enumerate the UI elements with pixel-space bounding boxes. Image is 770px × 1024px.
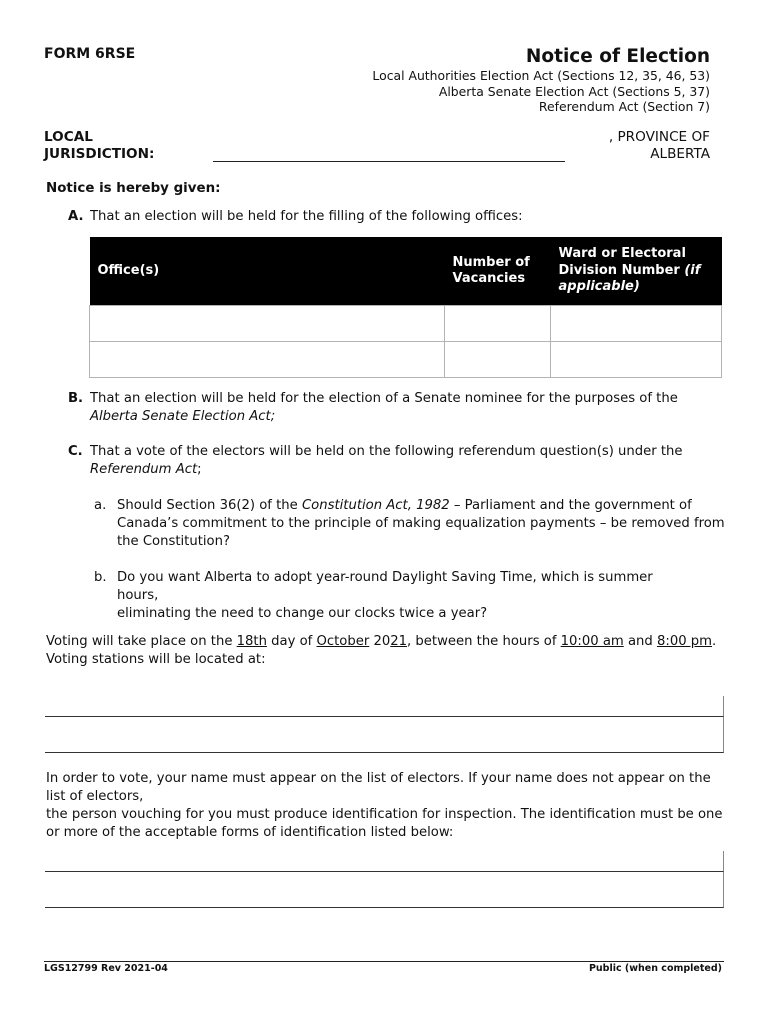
voting-month[interactable]: October bbox=[316, 634, 370, 649]
question-b-text bbox=[117, 569, 694, 623]
voting-date-time bbox=[46, 633, 728, 651]
voting-details bbox=[46, 633, 728, 669]
voting-text: 20 bbox=[369, 634, 391, 649]
identification-line1: In order to vote, your name must appear on the list of electors. If your name does not appear on the list of electors, bbox=[46, 771, 711, 804]
question-a bbox=[94, 497, 729, 551]
province-line1: , PROVINCE OF bbox=[608, 129, 710, 145]
item-c-body: That a vote of the electors will be held on the following referendum question(s) under the bbox=[90, 444, 683, 459]
question-b-line2: eliminating the need to change our clocks twice a year? bbox=[117, 606, 488, 621]
act-reference-2: Alberta Senate Election Act (Sections 5, 37) bbox=[438, 83, 710, 99]
act-reference-3: Referendum Act (Section 7) bbox=[538, 99, 710, 115]
province-label bbox=[609, 129, 710, 163]
voting-year[interactable]: 21 bbox=[390, 634, 408, 649]
col-ward-note: (if applicable) bbox=[558, 262, 701, 295]
item-a bbox=[68, 208, 723, 226]
footer-divider bbox=[44, 961, 724, 962]
voting-text: . bbox=[712, 634, 717, 649]
identification-field-1[interactable] bbox=[45, 851, 724, 872]
col-ward-main: Ward or Electoral Division Number bbox=[558, 246, 686, 278]
voting-text: day of bbox=[266, 634, 317, 649]
ward-cell[interactable] bbox=[551, 342, 722, 378]
voting-stations-label: Voting stations will be located at: bbox=[46, 652, 266, 667]
item-c-label: C. bbox=[68, 444, 83, 459]
title-block bbox=[372, 46, 710, 115]
item-c bbox=[68, 443, 723, 479]
voting-station-field-1[interactable] bbox=[45, 696, 724, 717]
item-a-label: A. bbox=[68, 209, 84, 224]
question-a-label: a. bbox=[94, 498, 107, 513]
voting-text: and bbox=[623, 634, 657, 649]
jurisdiction-label-line2: JURISDICTION: bbox=[44, 146, 155, 162]
act-reference-1: Local Authorities Election Act (Sections 12, 35, 46, 53) bbox=[372, 68, 710, 83]
identification-line2: the person vouching for you must produce identification for inspection. The identification must be one or more of the acceptable forms of identification listed below: bbox=[46, 807, 723, 840]
item-a-text: That an election will be held for the filling of the following offices: bbox=[90, 209, 523, 224]
vacancies-cell[interactable] bbox=[445, 306, 551, 342]
voting-text: Voting will take place on the bbox=[46, 634, 237, 649]
ward-cell[interactable] bbox=[551, 306, 722, 342]
offices-table-header bbox=[90, 237, 722, 306]
col-ward bbox=[551, 237, 722, 306]
voting-day[interactable]: 18th bbox=[236, 634, 267, 649]
question-b bbox=[94, 569, 694, 623]
question-a-pre: Should Section 36(2) of the bbox=[117, 498, 302, 513]
item-c-end: ; bbox=[197, 462, 202, 477]
question-a-act: Constitution Act, 1982 bbox=[301, 498, 450, 513]
notice-heading: Notice is hereby given: bbox=[46, 181, 221, 196]
identification-field-2[interactable] bbox=[45, 872, 724, 908]
jurisdiction-label bbox=[44, 129, 154, 163]
form-number: FORM 6RSE bbox=[44, 46, 136, 62]
item-b-body: That an election will be held for the election of a Senate nominee for the purposes of the bbox=[90, 391, 678, 406]
item-c-text bbox=[90, 443, 723, 479]
footer-classification: Public (when completed) bbox=[588, 963, 722, 974]
voting-text: , between the hours of bbox=[407, 634, 561, 649]
item-b-text bbox=[90, 390, 723, 426]
col-vacancies: Number of Vacancies bbox=[445, 237, 551, 306]
item-b bbox=[68, 390, 723, 426]
item-b-act: Alberta Senate Election Act; bbox=[90, 409, 276, 424]
page-title: Notice of Election bbox=[525, 46, 710, 67]
question-a-post: – Parliament and the government of Canada’s commitment to the principle of making equalization payments – be removed from the Constitution? bbox=[117, 498, 725, 549]
table-row bbox=[90, 306, 722, 342]
question-b-label: b. bbox=[94, 570, 107, 585]
office-cell[interactable] bbox=[90, 306, 445, 342]
vacancies-cell[interactable] bbox=[445, 342, 551, 378]
jurisdiction-input-line[interactable] bbox=[213, 161, 565, 162]
voting-station-field-2[interactable] bbox=[45, 717, 724, 753]
question-b-line1: Do you want Alberta to adopt year-round Daylight Saving Time, which is summer hours, bbox=[117, 570, 653, 603]
identification-paragraph bbox=[46, 770, 726, 842]
item-b-label: B. bbox=[68, 391, 84, 406]
voting-start-time[interactable]: 10:00 am bbox=[560, 634, 624, 649]
province-line2: ALBERTA bbox=[650, 146, 710, 162]
col-office: Office(s) bbox=[90, 237, 445, 306]
item-c-act: Referendum Act bbox=[90, 462, 198, 477]
footer-form-code: LGS12799 Rev 2021-04 bbox=[44, 963, 168, 974]
table-row bbox=[90, 342, 722, 378]
voting-end-time[interactable]: 8:00 pm bbox=[656, 634, 713, 649]
offices-table bbox=[89, 237, 722, 378]
question-a-text bbox=[117, 497, 729, 551]
jurisdiction-label-line1: LOCAL bbox=[44, 129, 93, 145]
office-cell[interactable] bbox=[90, 342, 445, 378]
